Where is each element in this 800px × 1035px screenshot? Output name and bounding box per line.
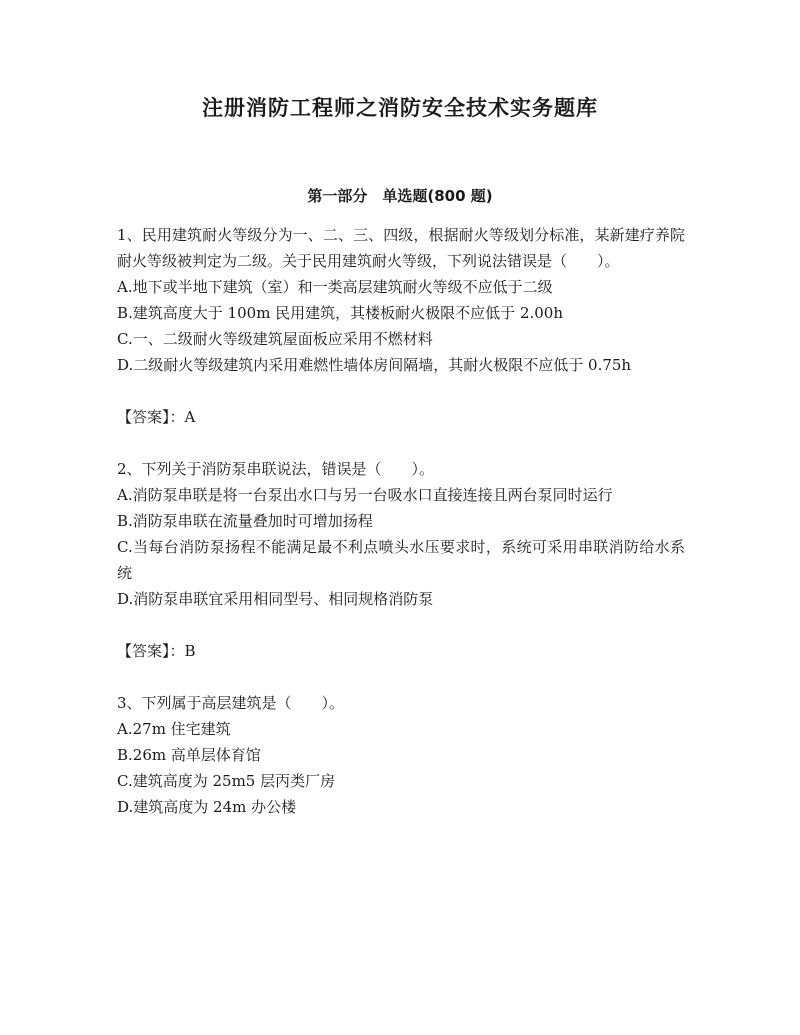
answer-label: 【答案】： bbox=[117, 642, 185, 660]
question-stem: 2、下列关于消防泵串联说法，错误是（ ）。 bbox=[117, 460, 435, 478]
option-d: D.消防泵串联宜采用相同型号、相同规格消防泵 bbox=[117, 590, 434, 608]
question-list bbox=[117, 222, 685, 820]
option-a: A.地下或半地下建筑（室）和一类高层建筑耐火等级不应低于二级 bbox=[117, 278, 553, 296]
option-b: B.建筑高度大于 100m 民用建筑，其楼板耐火极限不应低于 2.00h bbox=[117, 304, 564, 322]
answer-label: 【答案】： bbox=[117, 408, 185, 426]
option-a: A.27m 住宅建筑 bbox=[117, 720, 231, 738]
answer-value: A bbox=[184, 408, 196, 426]
option-c: C.当每台消防泵扬程不能满足最不利点喷头水压要求时，系统可采用串联消防给水系统 bbox=[117, 538, 685, 582]
question-2 bbox=[117, 456, 685, 664]
option-d: D.二级耐火等级建筑内采用难燃性墙体房间隔墙，其耐火极限不应低于 0.75h bbox=[117, 356, 632, 374]
question-stem: 3、下列属于高层建筑是（ ）。 bbox=[117, 694, 345, 712]
answer-line bbox=[117, 638, 685, 664]
answer-line bbox=[117, 404, 685, 430]
option-b: B.消防泵串联在流量叠加时可增加扬程 bbox=[117, 512, 373, 530]
answer-value: B bbox=[184, 642, 196, 660]
question-stem: 1、民用建筑耐火等级分为一、二、三、四级，根据耐火等级划分标准，某新建疗养院耐火等级被判定为二级。关于民用建筑耐火等级，下列说法错误是（ ）。 bbox=[117, 226, 685, 270]
section-heading: 第一部分 单选题(800 题) bbox=[307, 187, 493, 205]
document-title: 注册消防工程师之消防安全技术实务题库 bbox=[202, 96, 598, 120]
question-3 bbox=[117, 690, 685, 820]
option-c: C.一、二级耐火等级建筑屋面板应采用不燃材料 bbox=[117, 330, 433, 348]
question-1 bbox=[117, 222, 685, 430]
option-a: A.消防泵串联是将一台泵出水口与另一台吸水口直接连接且两台泵同时运行 bbox=[117, 486, 613, 504]
option-c: C.建筑高度为 25m5 层丙类厂房 bbox=[117, 772, 336, 790]
option-b: B.26m 高单层体育馆 bbox=[117, 746, 261, 764]
option-d: D.建筑高度为 24m 办公楼 bbox=[117, 798, 297, 816]
